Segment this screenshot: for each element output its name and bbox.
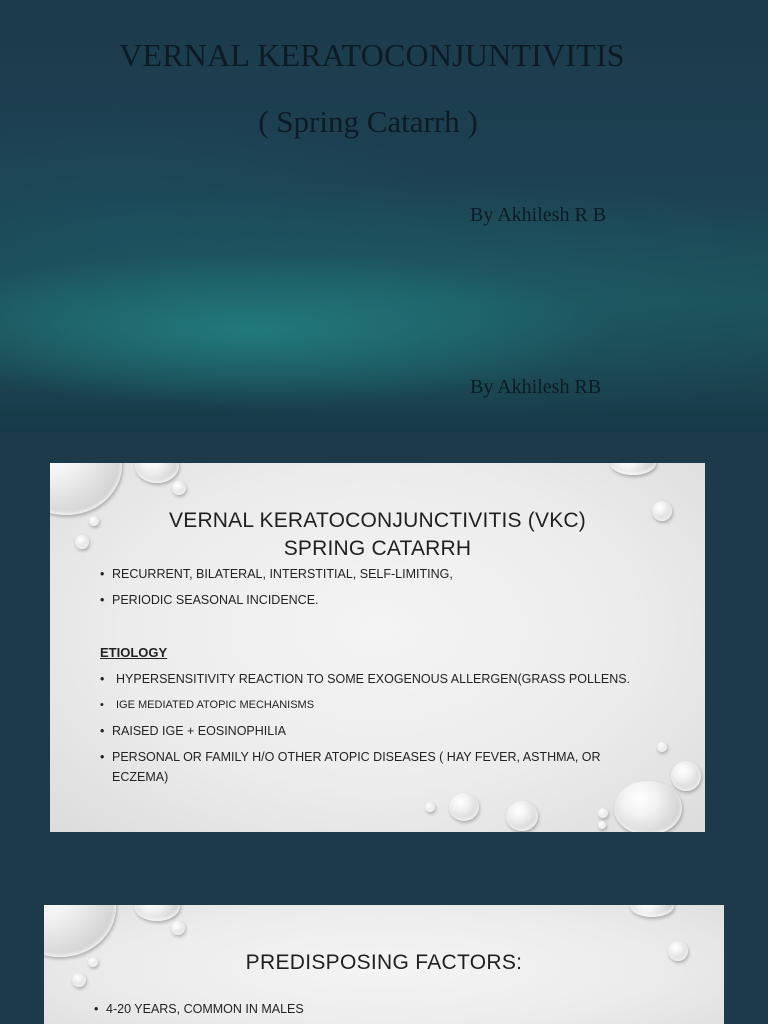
water-drop-icon [614,781,682,832]
vkc-heading [50,507,705,563]
vkc-overview-slide [50,463,705,832]
predisposing-heading: PREDISPOSING FACTORS: [245,951,523,974]
predisposing-factors-slide [44,905,724,1024]
predisposing-bullet: • 4-20 YEARS, COMMON IN MALES [94,1000,304,1019]
water-drop-icon [135,463,179,483]
overview-bullet: • PERIODIC SEASONAL INCIDENCE. [100,591,319,610]
water-drop-icon [425,802,435,812]
water-drop-icon [72,973,86,987]
overview-bullet: • RECURRENT, BILATERAL, INTERSTITIAL, SELF-LIMITING, [100,565,453,584]
water-drop-icon [44,905,116,957]
water-drop-icon [172,481,186,495]
water-drop-icon [657,742,667,752]
vkc-heading-line2: SPRING CATARRH [283,537,472,560]
water-drop-icon [598,821,606,829]
water-drop-icon [630,905,674,917]
water-drop-icon [449,793,479,821]
water-drop-icon [610,463,656,475]
vkc-heading-line1: VERNAL KERATOCONJUNCTIVITIS (VKC) [169,509,586,532]
water-drop-icon [506,801,538,831]
title-slide [0,0,768,432]
water-drop-icon [671,761,701,791]
etiology-label: ETIOLOGY [100,645,168,660]
presentation-title: VERNAL KERATOCONJUNTIVITIS [119,37,625,73]
author-credit-bottom: By Akhilesh RB [470,376,602,398]
presentation-subtitle: ( Spring Catarrh ) [258,104,478,139]
water-drop-icon [134,905,180,921]
etiology-bullet: • PERSONAL OR FAMILY H/O OTHER ATOPIC DISEASES ( HAY FEVER, ASTHMA, OR [100,748,601,767]
etiology-bullet: • HYPERSENSITIVITY REACTION TO SOME EXOGENOUS ALLERGEN(GRASS POLLENS. [100,670,630,689]
water-drop-icon [171,921,185,935]
etiology-bullet: • RAISED IGE + EOSINOPHILIA [100,722,286,741]
author-credit-top: By Akhilesh R B [470,204,607,226]
water-drop-icon [598,808,608,818]
etiology-bullet: • IGE MEDIATED ATOPIC MECHANISMS [100,696,314,715]
etiology-bullet-continuation: ECZEMA) [112,770,169,784]
